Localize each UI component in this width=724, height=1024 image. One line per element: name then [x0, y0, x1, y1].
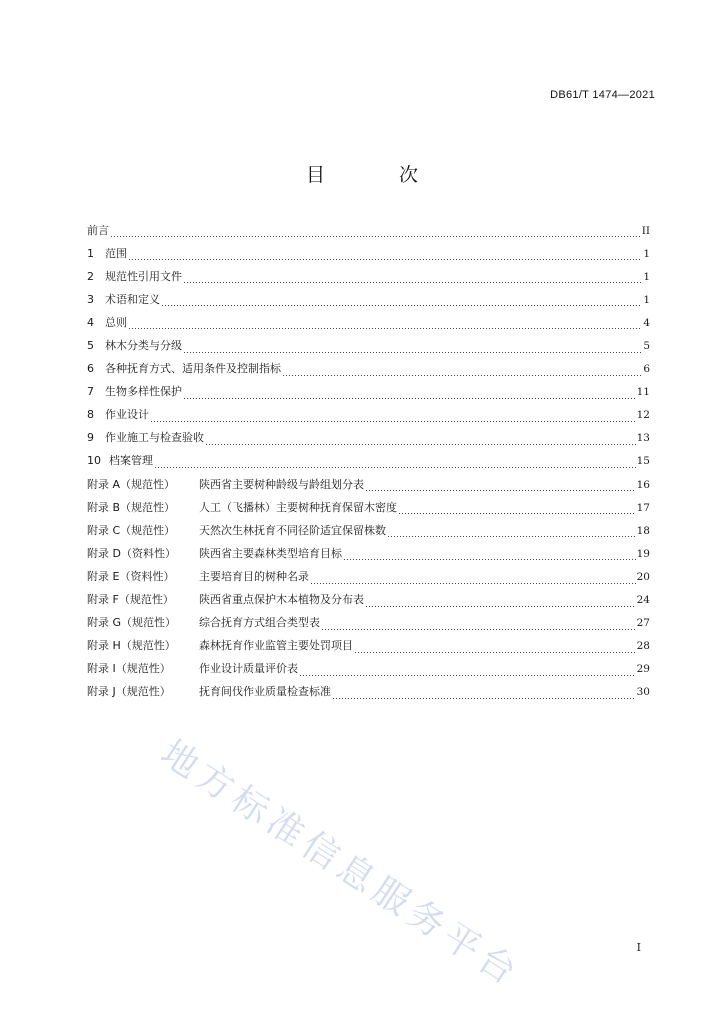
dot-leader — [205, 444, 636, 445]
toc-entry-title: 规范性引用文件 — [105, 269, 182, 283]
toc-entry-title: 抚育间伐作业质量检查标准 — [199, 685, 331, 699]
dot-leader — [161, 305, 642, 306]
toc-entry-title: 作业施工与检查验收 — [105, 431, 204, 445]
toc-section-number: 10 — [87, 454, 101, 468]
toc-entry-title: 档案管理 — [109, 454, 153, 468]
toc-entry-title: 术语和定义 — [105, 292, 160, 306]
toc-page-number: 20 — [636, 570, 650, 583]
toc-entry[interactable] — [87, 219, 650, 242]
toc-section-number: 4 — [87, 315, 94, 329]
toc-appendix-label: 附录 F（规范性） — [87, 593, 174, 607]
toc-section-number: 5 — [87, 339, 94, 353]
toc-section-number: 7 — [87, 385, 94, 399]
document-code: DB61/T 1474—2021 — [550, 89, 655, 101]
toc-page-number: 19 — [636, 547, 650, 560]
dot-leader — [365, 490, 636, 491]
toc-page-number: 28 — [636, 640, 650, 653]
toc-entry-title: 作业设计 — [105, 408, 149, 422]
page-title: 目 次 — [305, 164, 453, 186]
toc-entry[interactable] — [87, 334, 650, 357]
toc-appendix-label: 附录 D（资料性） — [87, 546, 176, 560]
toc-entry[interactable] — [87, 658, 650, 681]
dot-leader — [332, 698, 636, 699]
toc-entry[interactable] — [87, 311, 650, 334]
toc-appendix-label: 附录 C（规范性） — [87, 523, 176, 537]
toc-page-number: 12 — [636, 409, 650, 422]
dot-leader — [321, 629, 636, 630]
toc-entry-title: 综合抚育方式组合类型表 — [199, 616, 320, 630]
toc-entry-title: 陕西省重点保护木本植物及分布表 — [199, 593, 364, 607]
dot-leader — [128, 328, 642, 329]
toc-section-number: 3 — [87, 292, 94, 306]
toc-page-number: 27 — [636, 617, 650, 630]
toc-page-number: 6 — [643, 363, 650, 376]
dot-leader — [365, 606, 636, 607]
toc-entry[interactable] — [87, 473, 650, 496]
toc-entry[interactable] — [87, 381, 650, 404]
toc-appendix-label: 附录 A（规范性） — [87, 477, 176, 491]
toc-entry-title: 天然次生林抚育不同径阶适宜保留株数 — [199, 523, 386, 537]
dot-leader — [110, 236, 641, 237]
toc-page-number: 17 — [636, 501, 650, 514]
toc-entry-title: 作业设计质量评价表 — [199, 662, 298, 676]
dot-leader — [150, 421, 636, 422]
toc-page-number: 11 — [636, 386, 650, 399]
dot-leader — [183, 398, 636, 399]
toc-entry[interactable] — [87, 681, 650, 704]
toc-page-number: 13 — [636, 432, 650, 445]
toc-entry[interactable] — [87, 288, 650, 311]
toc-entry-title: 林木分类与分级 — [105, 339, 182, 353]
toc-page-number: 4 — [643, 316, 650, 329]
toc-entry-title: 各种抚育方式、适用条件及控制指标 — [105, 362, 281, 376]
toc-entry[interactable] — [87, 542, 650, 565]
toc-page-number: 5 — [643, 340, 650, 353]
toc-section-number: 6 — [87, 362, 94, 376]
toc-entry-title: 主要培育目的树种名录 — [199, 569, 309, 583]
toc-page-number: 24 — [636, 594, 650, 607]
toc-entry[interactable] — [87, 404, 650, 427]
toc-appendix-label: 附录 E（资料性） — [87, 569, 175, 583]
toc-entry-title: 陕西省主要树种龄级与龄组划分表 — [199, 477, 364, 491]
toc-page-number: 15 — [636, 455, 650, 468]
toc-section-number: 2 — [87, 269, 94, 283]
dot-leader — [183, 282, 642, 283]
toc-section-number: 1 — [87, 246, 94, 260]
toc-entry[interactable] — [87, 589, 650, 612]
toc-entry[interactable] — [87, 265, 650, 288]
toc-appendix-label: 附录 G（规范性） — [87, 616, 177, 630]
toc-appendix-label: 附录 H（规范性） — [87, 639, 176, 653]
toc-entry-title: 陕西省主要森林类型培育目标 — [199, 546, 342, 560]
toc-entry[interactable] — [87, 565, 650, 588]
toc-entry[interactable] — [87, 519, 650, 542]
dot-leader — [154, 467, 636, 468]
dot-leader — [282, 375, 642, 376]
toc-entry[interactable] — [87, 612, 650, 635]
toc-page-number: II — [641, 224, 650, 237]
toc-entry-title: 生物多样性保护 — [105, 385, 182, 399]
toc-page-number: 30 — [636, 686, 650, 699]
toc-appendix-label: 附录 I（规范性） — [87, 662, 171, 676]
watermark: 地方标准信息服务平台 — [153, 732, 528, 996]
toc-appendix-label: 附录 J（规范性） — [87, 685, 171, 699]
toc-entry-title: 总则 — [105, 315, 127, 329]
dot-leader — [398, 513, 636, 514]
dot-leader — [183, 352, 642, 353]
toc-entry-title: 范围 — [105, 246, 127, 260]
toc-entry[interactable] — [87, 450, 650, 473]
dot-leader — [128, 259, 642, 260]
dot-leader — [387, 536, 636, 537]
toc-page-number: 18 — [636, 524, 650, 537]
toc-section-number: 8 — [87, 408, 94, 422]
toc-entry[interactable] — [87, 242, 650, 265]
toc-entry-title: 森林抚育作业监管主要处罚项目 — [199, 639, 353, 653]
toc-entry[interactable] — [87, 496, 650, 519]
toc-entry-title: 前言 — [87, 223, 109, 237]
dot-leader — [310, 583, 636, 584]
toc-page-number: 29 — [636, 663, 650, 676]
toc-page-number: 1 — [643, 270, 650, 283]
table-of-contents — [87, 219, 650, 704]
toc-entry[interactable] — [87, 358, 650, 381]
page-number: I — [636, 941, 641, 954]
toc-entry-title: 人工（飞播林）主要树种抚育保留木密度 — [199, 500, 397, 514]
toc-page-number: 16 — [636, 478, 650, 491]
dot-leader — [354, 652, 636, 653]
toc-page-number: 1 — [643, 247, 650, 260]
dot-leader — [299, 675, 636, 676]
dot-leader — [343, 559, 636, 560]
toc-page-number: 1 — [643, 293, 650, 306]
toc-section-number: 9 — [87, 431, 94, 445]
toc-entry[interactable] — [87, 427, 650, 450]
toc-entry[interactable] — [87, 635, 650, 658]
toc-appendix-label: 附录 B（规范性） — [87, 500, 176, 514]
